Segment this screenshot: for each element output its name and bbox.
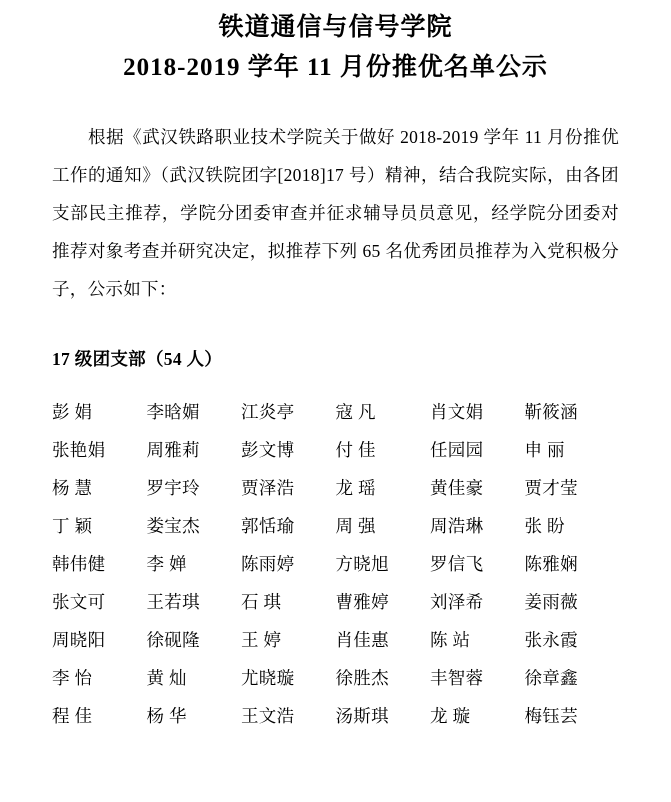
list-item: 李晗媚: [146, 402, 200, 422]
list-item: 彭 娟: [52, 402, 93, 422]
list-item: 郭恬瑜: [241, 516, 295, 536]
list-item: 靳筱涵: [524, 402, 578, 422]
table-row: [52, 545, 619, 583]
list-item: 王 婷: [241, 630, 282, 650]
list-item: 付 佳: [335, 440, 376, 460]
list-item: 李 婵: [146, 554, 187, 574]
title-line-2: 2018-2019 学年 11 月份推优名单公示: [123, 54, 548, 81]
list-item: 周雅莉: [146, 440, 200, 460]
table-row: [52, 393, 619, 431]
list-item: 周晓阳: [52, 630, 106, 650]
page-title: [52, 0, 619, 88]
list-item: 龙 瑶: [335, 478, 376, 498]
list-item: 陈 站: [430, 630, 471, 650]
list-item: 张艳娟: [52, 440, 106, 460]
list-item: 申 丽: [524, 440, 565, 460]
list-item: 黄佳豪: [430, 478, 484, 498]
table-row: [52, 697, 619, 735]
list-item: 任园园: [430, 440, 484, 460]
list-item: 贾才莹: [524, 478, 578, 498]
list-item: 寇 凡: [335, 402, 376, 422]
list-item: 丰智蓉: [430, 668, 484, 688]
table-row: [52, 507, 619, 545]
list-item: 石 琪: [241, 592, 282, 612]
section-heading-17: 17 级团支部（54 人）: [52, 349, 223, 369]
list-item: 汤斯琪: [335, 706, 389, 726]
list-item: 王文浩: [241, 706, 295, 726]
list-item: 杨 慧: [52, 478, 93, 498]
list-item: 肖文娟: [430, 402, 484, 422]
list-item: 陈雅娴: [524, 554, 578, 574]
list-item: 徐章鑫: [524, 668, 578, 688]
name-list: [52, 371, 619, 735]
table-row: [52, 659, 619, 697]
list-item: 贾泽浩: [241, 478, 295, 498]
table-row: [52, 621, 619, 659]
list-item: 罗信飞: [430, 554, 484, 574]
list-item: 张 盼: [524, 516, 565, 536]
list-item: 周浩琳: [430, 516, 484, 536]
list-item: 龙 璇: [430, 706, 471, 726]
list-item: 徐砚隆: [146, 630, 200, 650]
list-item: 江炎亭: [241, 402, 295, 422]
list-item: 程 佳: [52, 706, 93, 726]
list-item: 王若琪: [146, 592, 200, 612]
list-item: 方晓旭: [335, 554, 389, 574]
table-row: [52, 431, 619, 469]
list-item: 张永霞: [524, 630, 578, 650]
intro-paragraph: 根据《武汉铁路职业技术学院关于做好 2018-2019 学年 11 月份推优工作的通知》（武汉铁院团字[2018]17 号）精神，结合我院实际，由各团支部民主推荐，学院分团委审查并征求辅导员员意见，经学院分团委对推荐对象考查并研究决定，拟推荐下列 65 名优秀团员推荐为入党积极分子，公示如下：: [52, 127, 619, 299]
table-row: [52, 583, 619, 621]
list-item: 曹雅婷: [335, 592, 389, 612]
list-item: 姜雨薇: [524, 592, 578, 612]
list-item: 丁 颖: [52, 516, 93, 536]
list-item: 杨 华: [146, 706, 187, 726]
list-item: 黄 灿: [146, 668, 187, 688]
list-item: 徐胜杰: [335, 668, 389, 688]
list-item: 陈雨婷: [241, 554, 295, 574]
list-item: 张文可: [52, 592, 106, 612]
table-row: [52, 469, 619, 507]
title-line-1: 铁道通信与信号学院: [218, 14, 453, 41]
list-item: 肖佳惠: [335, 630, 389, 650]
list-item: 周 强: [335, 516, 376, 536]
list-item: 罗宇玲: [146, 478, 200, 498]
list-item: 娄宝杰: [146, 516, 200, 536]
list-item: 彭文博: [241, 440, 295, 460]
list-item: 韩伟健: [52, 554, 106, 574]
list-item: 梅钰芸: [524, 706, 578, 726]
list-item: 尤晓璇: [241, 668, 295, 688]
list-item: 刘泽希: [430, 592, 484, 612]
list-item: 李 怡: [52, 668, 93, 688]
